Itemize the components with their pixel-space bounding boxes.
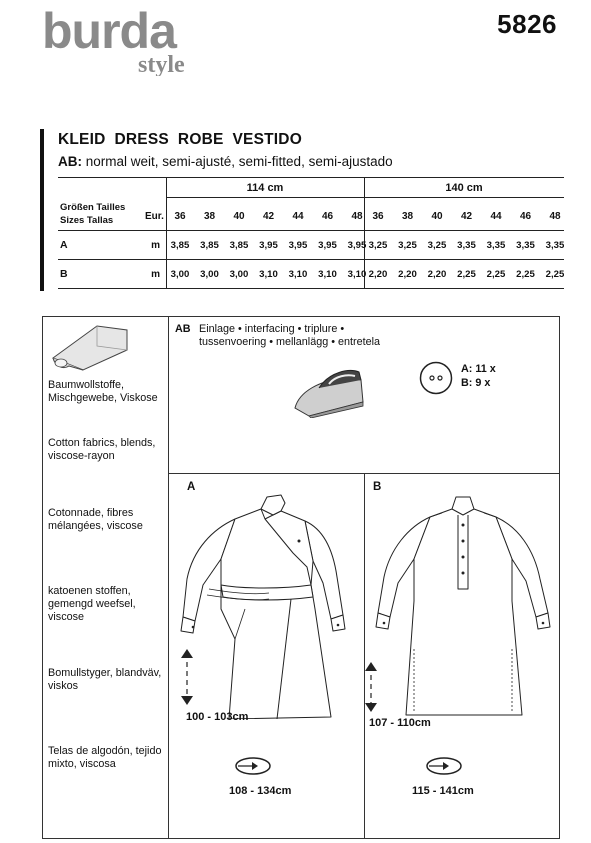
- yardage-cell-B-140-48: 2,25: [545, 269, 564, 280]
- dress-b-illustration: [366, 489, 560, 719]
- size-header-140-42: 42: [460, 211, 473, 222]
- width-140-header: 140 cm: [445, 182, 483, 194]
- yardage-cell-A-114-48: 3,95: [347, 240, 367, 251]
- fabric-en: Cotton fabrics, blends, viscose-rayon: [48, 437, 156, 462]
- button-icon: [419, 361, 453, 395]
- notions-section: [169, 317, 560, 474]
- fabric-nl: katoenen stoffen, gemengd weefsel, viscose: [48, 585, 136, 623]
- buttons-count-a: A: 11 x: [461, 363, 496, 375]
- yardage-cell-A-140-38: 3,25: [398, 240, 417, 251]
- fabric-fr: Cotonnade, fibres mélangées, viscose: [48, 507, 143, 532]
- yardage-cell-B-140-44: 2,25: [486, 269, 506, 280]
- size-header-114-38: 38: [203, 211, 216, 222]
- notions-views-label: AB: [175, 323, 191, 335]
- buttons-count-b: B: 9 x: [461, 377, 491, 389]
- hip-a: 108 - 134cm: [229, 785, 292, 797]
- iron-icon: [289, 362, 369, 418]
- logo-brand: burda: [42, 4, 176, 59]
- hip-measure-icon-b: [425, 755, 463, 777]
- fabric-de: Baumwollstoffe, Mischgewebe, Viskose: [48, 379, 158, 404]
- fabric-bolt-icon: [49, 322, 129, 374]
- size-header-114-46: 46: [321, 211, 334, 222]
- burda-style-logo: [42, 4, 212, 76]
- yardage-cell-B-114-46: 3,10: [318, 269, 337, 280]
- garment-title: KLEID DRESS ROBE VESTIDO: [58, 131, 302, 148]
- view-a-label: A: [187, 481, 196, 493]
- size-label-1: Größen Tailles: [60, 202, 126, 213]
- yardage-cell-B-140-46: 2,25: [516, 269, 535, 280]
- yardage-cell-B-114-42: 3,10: [259, 269, 278, 280]
- size-header-114-40: 40: [233, 211, 245, 222]
- hip-measure-icon-a: [234, 755, 272, 777]
- eur-label: Eur.: [145, 211, 164, 222]
- view-b-label: B: [373, 481, 382, 493]
- yardage-cell-A-140-36: 3,25: [368, 240, 388, 251]
- yardage-cell-A-114-38: 3,85: [200, 240, 219, 251]
- size-header-140-36: 36: [372, 211, 384, 222]
- dress-a-illustration: [173, 489, 363, 719]
- size-header-140-46: 46: [519, 211, 532, 222]
- size-label-2: Sizes Tallas: [60, 215, 114, 226]
- yardage-cell-A-140-40: 3,25: [427, 240, 447, 251]
- hip-b: 115 - 141cm: [412, 785, 474, 797]
- size-header-140-38: 38: [401, 211, 414, 222]
- length-arrow-b: [365, 662, 377, 712]
- yardage-cell-A-114-46: 3,95: [318, 240, 337, 251]
- yardage-cell-B-114-44: 3,10: [288, 269, 308, 280]
- logo-sub: style: [138, 52, 185, 76]
- size-header-114-42: 42: [262, 211, 275, 222]
- fit-subtitle: [58, 154, 393, 169]
- yardage-cell-A-140-48: 3,35: [545, 240, 564, 251]
- yardage-cell-A-114-44: 3,95: [288, 240, 308, 251]
- yardage-cell-B-114-40: 3,00: [229, 269, 249, 280]
- yardage-cell-A-114-40: 3,85: [229, 240, 249, 251]
- yardage-cell-B-114-48: 3,10: [347, 269, 367, 280]
- title-accent-bar: [40, 129, 44, 291]
- view-divider: [364, 474, 365, 838]
- yardage-cell-B-140-38: 2,20: [398, 269, 417, 280]
- view-row-label-B: B: [60, 268, 68, 280]
- size-header-114-36: 36: [174, 211, 186, 222]
- interfacing-text: Einlage • interfacing • triplure • tussenvoering • mellanlägg • entretela: [199, 323, 381, 348]
- yardage-cell-B-114-36: 3,00: [170, 269, 190, 280]
- fabric-es: Telas de algodón, tejido mixto, viscosa: [48, 745, 162, 770]
- pattern-number: 5826: [497, 9, 557, 39]
- unit-label-B: m: [151, 269, 160, 280]
- fabric-sv: Bomullstyger, blandväv, viskos: [48, 667, 162, 692]
- unit-label-A: m: [151, 240, 160, 251]
- yardage-cell-A-140-42: 3,35: [457, 240, 476, 251]
- length-arrow-a: [181, 649, 193, 705]
- yardage-cell-A-140-44: 3,35: [486, 240, 506, 251]
- length-a: 100 - 103cm: [186, 711, 249, 723]
- yardage-cell-A-114-36: 3,85: [170, 240, 190, 251]
- width-114-header: 114 cm: [246, 182, 284, 194]
- yardage-cells: [60, 211, 564, 280]
- fabric-column: [43, 317, 169, 838]
- yardage-cell-B-140-36: 2,20: [368, 269, 388, 280]
- yardage-cell-B-114-38: 3,00: [200, 269, 219, 280]
- yardage-cell-A-114-42: 3,95: [259, 240, 278, 251]
- view-row-label-A: A: [60, 239, 68, 251]
- view-code: AB:: [58, 154, 82, 169]
- yardage-cell-B-140-40: 2,20: [427, 269, 447, 280]
- fabric-notions-panel: [42, 316, 560, 839]
- yardage-cell-A-140-46: 3,35: [516, 240, 535, 251]
- yardage-cell-B-140-42: 2,25: [457, 269, 476, 280]
- size-header-114-48: 48: [351, 211, 363, 222]
- size-header-140-48: 48: [549, 211, 561, 222]
- yardage-table: [58, 177, 564, 289]
- size-header-140-44: 44: [490, 211, 502, 222]
- size-header-114-44: 44: [292, 211, 304, 222]
- fit-description: normal weit, semi-ajusté, semi-fitted, semi-ajustado: [82, 154, 393, 169]
- length-b: 107 - 110cm: [369, 717, 431, 729]
- size-header-140-40: 40: [431, 211, 443, 222]
